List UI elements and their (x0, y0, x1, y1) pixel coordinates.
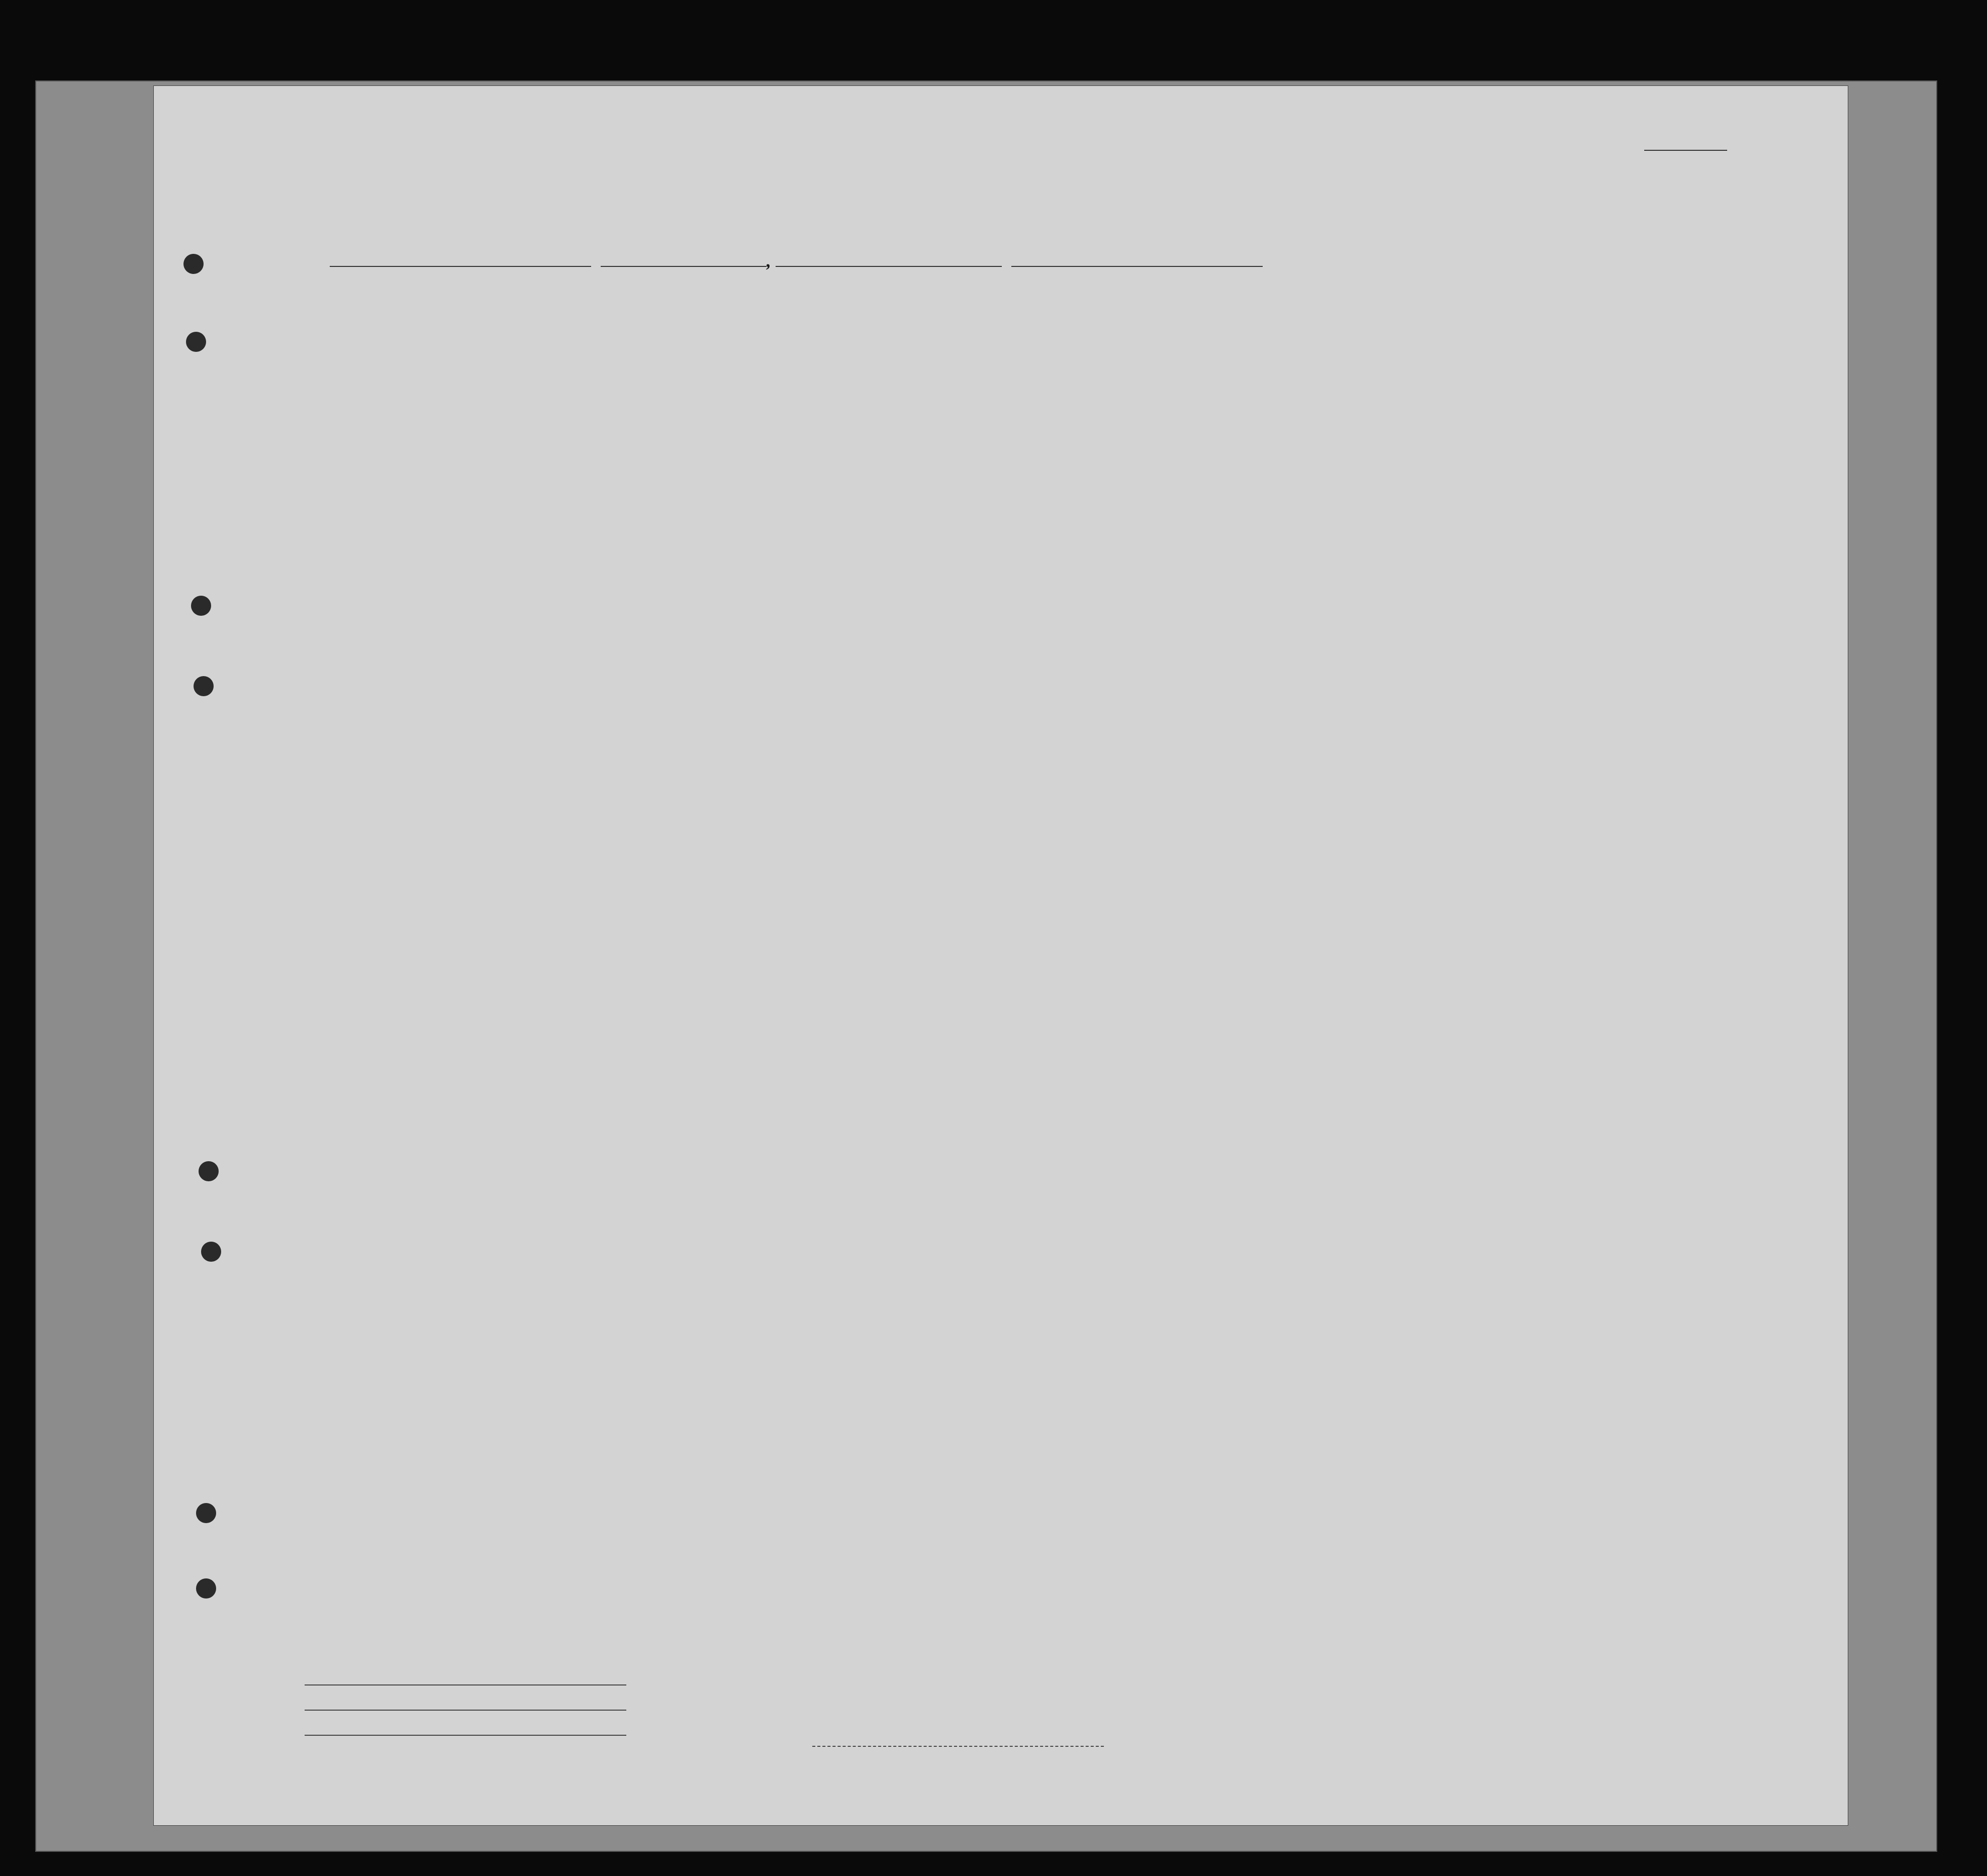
arriving-at (601, 266, 767, 267)
inspector-line (812, 1746, 1104, 1747)
punch-hole (196, 1578, 216, 1599)
vessel-line: , (320, 250, 1263, 271)
punch-hole (199, 1161, 219, 1181)
punch-hole (183, 254, 204, 274)
agents-value (305, 1735, 626, 1736)
arrival-date (776, 266, 962, 267)
owners-value (305, 1710, 626, 1711)
from-port (1011, 266, 1263, 267)
sheet-number (1644, 139, 1727, 154)
arrival-year (962, 266, 1002, 267)
punch-hole (186, 332, 206, 352)
manifest-page (153, 85, 1848, 1826)
punch-hole (191, 596, 211, 616)
punch-hole (196, 1503, 216, 1523)
sheet-number-value (1644, 150, 1727, 151)
punch-hole (194, 676, 214, 696)
line-value (305, 1684, 626, 1685)
table-grid (154, 86, 1848, 1825)
vessel-name (330, 266, 591, 267)
punch-hole (201, 1242, 221, 1262)
